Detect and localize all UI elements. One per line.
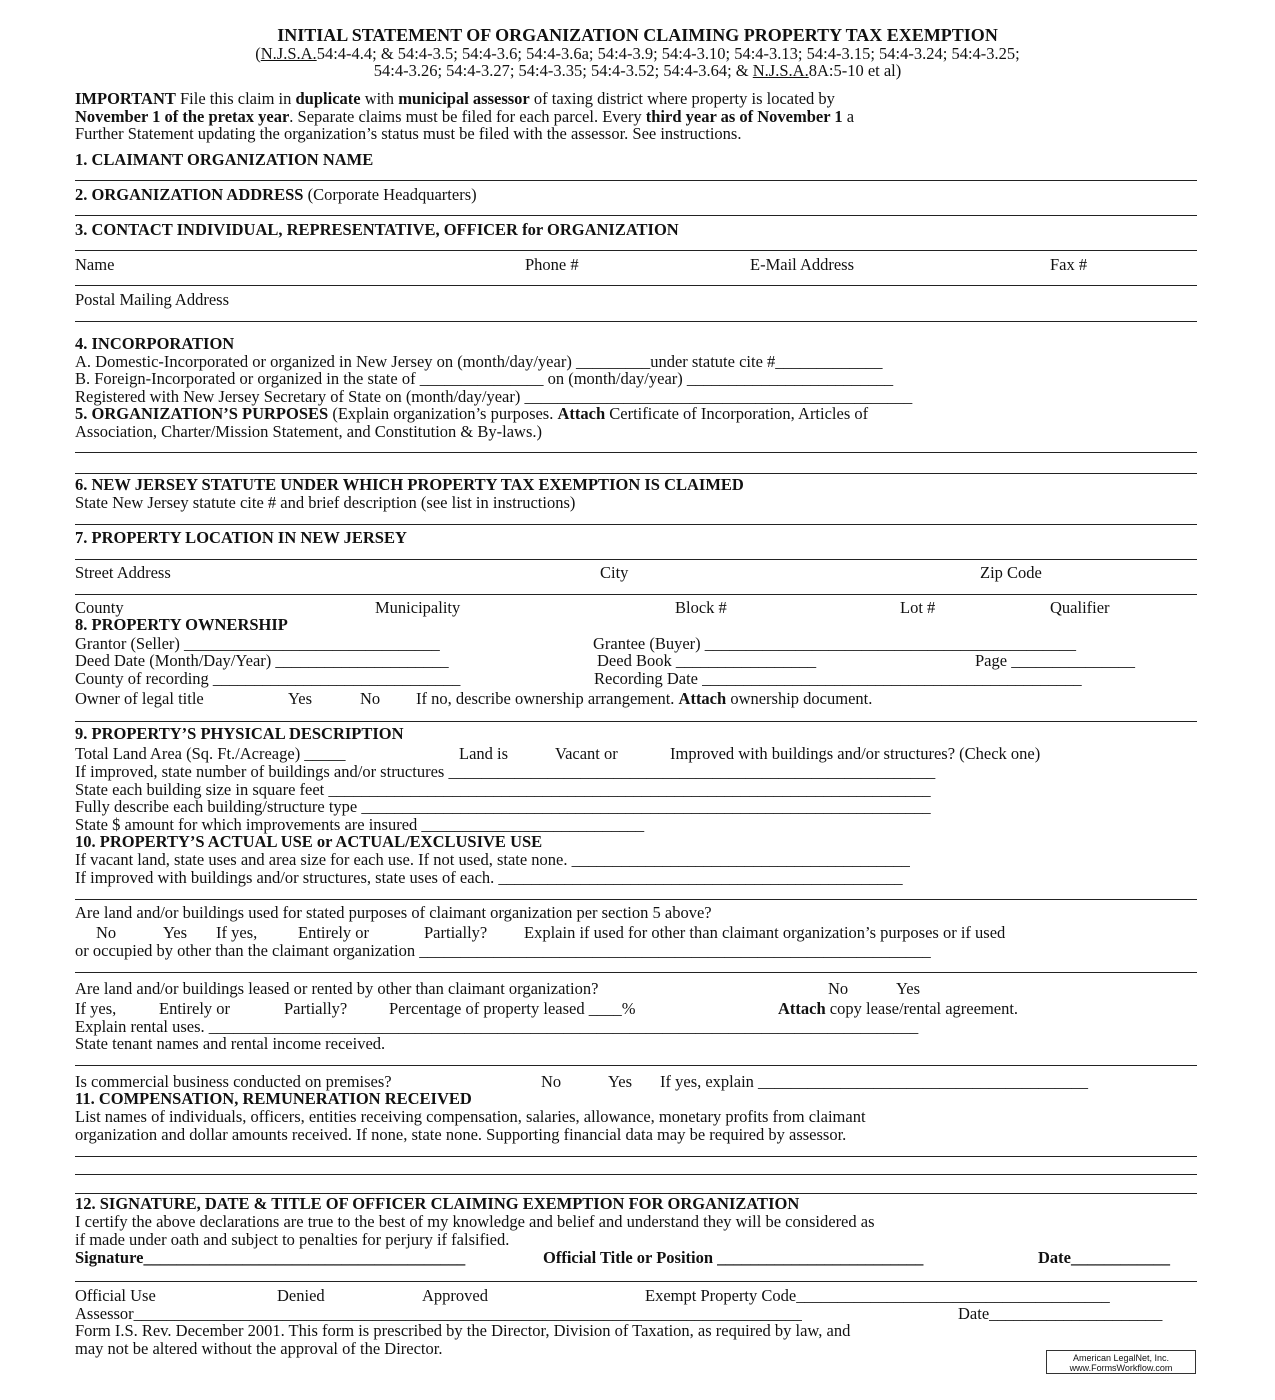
property-location-field[interactable] <box>75 559 1197 560</box>
commercial-no-option[interactable]: No <box>541 1072 562 1091</box>
exempt-property-code-line[interactable]: Exempt Property Code______________________________________ <box>645 1286 1110 1305</box>
county-label: County <box>75 598 124 617</box>
assessor-emphasis: municipal assessor <box>398 89 530 108</box>
section2-heading <box>75 187 477 204</box>
statute-field[interactable] <box>75 524 1197 525</box>
postal-address-field[interactable] <box>75 321 1197 322</box>
vacant-option[interactable]: Vacant or <box>555 744 618 763</box>
section5-line1 <box>75 406 868 423</box>
leased-partially-option[interactable]: Partially? <box>284 999 348 1018</box>
statute-citation-line2 <box>0 63 1275 80</box>
section2-title: 2. ORGANIZATION ADDRESS <box>75 185 304 204</box>
attach-emphasis: Attach <box>557 404 606 423</box>
section1-heading: 1. CLAIMANT ORGANIZATION NAME <box>75 150 374 169</box>
official-title-line[interactable]: Official Title or Position _________________________ <box>543 1248 924 1267</box>
zip-code-label: Zip Code <box>980 563 1042 582</box>
owner-yes-option[interactable]: Yes <box>288 689 313 708</box>
assessor-line[interactable]: Assessor_________________________________________________________________________________ <box>75 1304 802 1323</box>
leased-question: Are land and/or buildings leased or rented by other than claimant organization? <box>75 979 599 998</box>
leased-no-option[interactable]: No <box>828 979 849 998</box>
leased-if-yes-label: If yes, <box>75 999 117 1018</box>
commercial-explain-line[interactable]: If yes, explain ________________________________________ <box>660 1072 1089 1091</box>
section5-title: 5. ORGANIZATION’S PURPOSES <box>75 404 329 423</box>
section9-heading: 9. PROPERTY’S PHYSICAL DESCRIPTION <box>75 724 404 743</box>
improved-use-line[interactable]: If improved with buildings and/or structures, state uses of each. _________________________________________________ <box>75 868 903 887</box>
form-revision-line1: Form I.S. Rev. December 2001. This form is prescribed by the Director, Division of Taxation, as required by law, and <box>75 1321 851 1340</box>
attach-emphasis: Attach <box>778 999 826 1018</box>
improved-option[interactable]: Improved with buildings and/or structures? (Check one) <box>670 744 1041 763</box>
lot-label: Lot # <box>900 598 936 617</box>
section7-heading: 7. PROPERTY LOCATION IN NEW JERSEY <box>75 528 407 547</box>
vacant-use-line[interactable]: If vacant land, state uses and area size for each use. If not used, state none. _________________________________________ <box>75 850 910 869</box>
county-recording-line[interactable]: County of recording ______________________________ <box>75 669 461 688</box>
important-text: a <box>846 107 855 126</box>
njsa-abbrev: N.J.S.A. <box>260 44 317 63</box>
contact-field[interactable] <box>75 250 1197 251</box>
page-line[interactable]: Page _______________ <box>975 651 1135 670</box>
org-address-field[interactable] <box>75 215 1197 216</box>
building-size-line[interactable]: State each building size in square feet _________________________________________________________________________ <box>75 780 931 799</box>
other-use-field[interactable] <box>75 972 1197 973</box>
duplicate-emphasis: duplicate <box>295 89 361 108</box>
use-description-field[interactable] <box>75 899 1197 900</box>
owner-legal-title-label: Owner of legal title <box>75 689 204 708</box>
important-line3: Further Statement updating the organization’s status must be filed with the assessor. See instructions. <box>75 124 742 143</box>
postal-address-label: Postal Mailing Address <box>75 290 230 309</box>
section4-heading: 4. INCORPORATION <box>75 334 235 353</box>
section6-heading: 6. NEW JERSEY STATUTE UNDER WHICH PROPERTY TAX EXEMPTION IS CLAIMED <box>75 475 744 494</box>
insured-amount-line[interactable]: State $ amount for which improvements are insured ___________________________ <box>75 815 645 834</box>
org-name-field[interactable] <box>75 180 1197 181</box>
assessor-date-line[interactable]: Date_____________________ <box>958 1304 1163 1323</box>
contact-fax-label: Fax # <box>1050 255 1088 274</box>
contact-name-label: Name <box>75 255 115 274</box>
approved-option[interactable]: Approved <box>422 1286 488 1305</box>
percentage-leased-line[interactable]: Percentage of property leased ____% <box>389 999 636 1018</box>
ownership-arrangement-field[interactable] <box>75 721 1197 722</box>
grantor-line[interactable]: Grantor (Seller) _______________________________ <box>75 634 440 653</box>
purposes-field-2[interactable] <box>75 473 1197 474</box>
tenant-field[interactable] <box>75 1065 1197 1066</box>
deed-date-line[interactable]: Deed Date (Month/Day/Year) _____________________ <box>75 651 449 670</box>
section11-heading: 11. COMPENSATION, REMUNERATION RECEIVED <box>75 1089 472 1108</box>
denied-option[interactable]: Denied <box>277 1286 325 1305</box>
contact-details-field[interactable] <box>75 285 1197 286</box>
official-use-label: Official Use <box>75 1286 156 1305</box>
land-is-label: Land is <box>459 744 509 763</box>
important-text: of taxing district where property is located by <box>533 89 835 108</box>
contact-email-label: E-Mail Address <box>750 255 855 274</box>
section12-heading: 12. SIGNATURE, DATE & TITLE OF OFFICER CLAIMING EXEMPTION FOR ORGANIZATION <box>75 1194 800 1213</box>
purposes-no-option[interactable]: No <box>96 923 117 942</box>
leased-yes-option[interactable]: Yes <box>896 979 921 998</box>
lease-text: copy lease/rental agreement. <box>829 999 1019 1018</box>
form-revision-line2: may not be altered without the approval of the Director. <box>75 1339 443 1358</box>
commercial-yes-option[interactable]: Yes <box>608 1072 633 1091</box>
section3-heading: 3. CONTACT INDIVIDUAL, REPRESENTATIVE, OFFICER for ORGANIZATION <box>75 220 679 239</box>
deadline-emphasis: November 1 of the pretax year <box>75 107 290 126</box>
third-year-emphasis: third year as of November 1 <box>645 107 843 126</box>
important-line1 <box>75 91 835 108</box>
partially-option[interactable]: Partially? <box>424 923 488 942</box>
certification-line2: if made under oath and subject to penalties for perjury if falsified. <box>75 1230 510 1249</box>
if-yes-label: If yes, <box>216 923 258 942</box>
citation-text: 54:4-3.26; 54:4-3.27; 54:4-3.35; 54:4-3.52; 54:4-3.64; & <box>373 61 749 80</box>
entirely-option[interactable]: Entirely or <box>298 923 370 942</box>
owner-no-option[interactable]: No <box>360 689 381 708</box>
purposes-field[interactable] <box>75 452 1197 453</box>
tenant-names-label: State tenant names and rental income received. <box>75 1034 386 1053</box>
important-label: IMPORTANT <box>75 89 176 108</box>
number-buildings-line[interactable]: If improved, state number of buildings and/or structures ___________________________________________________________ <box>75 762 936 781</box>
commercial-question: Is commercial business conducted on premises? <box>75 1072 392 1091</box>
statute-cite-line: State New Jersey statute cite # and brief description (see list in instructions) <box>75 493 576 512</box>
address-details-field[interactable] <box>75 594 1197 595</box>
land-area-line[interactable]: Total Land Area (Sq. Ft./Acreage) _____ <box>75 744 346 763</box>
logo-url: www.FormsWorkflow.com <box>1069 1363 1173 1373</box>
attach-emphasis: Attach <box>678 689 727 708</box>
municipality-label: Municipality <box>375 598 461 617</box>
statute-citation-line1: (N.J.S.A.54:4-4.4; & 54:4-3.5; 54:4-3.6; 54:4-3.6a; 54:4-3.9; 54:4-3.10; 54:4-3.13; 54:4-3.15; 54:4-3.24; 54:4-3.25; <box>255 44 1020 63</box>
domestic-incorporation-line[interactable]: A. Domestic-Incorporated or organized in New Jersey on (month/day/year) _________under statute cite #_____________ <box>75 352 883 371</box>
citation-text: 54:4-4.4; & 54:4-3.5; 54:4-3.6; 54:4-3.6a; 54:4-3.9; 54:4-3.10; 54:4-3.13; 54:4-3.15; 54:4-3.24; 54:4-3.25; <box>316 44 1020 63</box>
section10-heading: 10. PROPERTY’S ACTUAL USE or ACTUAL/EXCLUSIVE USE <box>75 832 543 851</box>
section2-note: (Corporate Headquarters) <box>307 185 477 204</box>
explain-other-use-text: Explain if used for other than claimant organization’s purposes or if used <box>524 923 1006 942</box>
section5-text: Certificate of Incorporation, Articles of <box>609 404 869 423</box>
registration-line[interactable]: Registered with New Jersey Secretary of State on (month/day/year) _______________________________________________ <box>75 387 913 406</box>
section5-text: (Explain organization’s purposes. <box>332 404 554 423</box>
signature-date-line[interactable]: Date____________ <box>1038 1248 1170 1267</box>
compensation-field-1[interactable] <box>75 1156 1197 1157</box>
stated-purposes-question: Are land and/or buildings used for stated purposes of claimant organization per section 5 above? <box>75 903 712 922</box>
important-text: File this claim in <box>180 89 292 108</box>
recording-date-line[interactable]: Recording Date ______________________________________________ <box>594 669 1082 688</box>
attach-lease-text <box>778 1001 1018 1018</box>
section8-heading: 8. PROPERTY OWNERSHIP <box>75 615 288 634</box>
signature-line[interactable]: Signature_______________________________________ <box>75 1248 466 1267</box>
section5-line2: Association, Charter/Mission Statement, and Constitution & By-laws.) <box>75 422 543 441</box>
occupied-by-other-line[interactable]: or occupied by other than the claimant organization ______________________________________________________________ <box>75 941 931 960</box>
street-address-label: Street Address <box>75 563 171 582</box>
compensation-line2: organization and dollar amounts received. If none, state none. Supporting financial data may be required by assessor. <box>75 1125 847 1144</box>
contact-phone-label: Phone # <box>525 255 579 274</box>
form-title: INITIAL STATEMENT OF ORGANIZATION CLAIMING PROPERTY TAX EXEMPTION <box>277 25 998 45</box>
rental-uses-line[interactable]: Explain rental uses. ______________________________________________________________________________________ <box>75 1017 919 1036</box>
citation-text: 8A:5-10 et al) <box>808 61 902 80</box>
foreign-incorporation-line[interactable]: B. Foreign-Incorporated or organized in the state of _______________ on (month/day/year) _________________________ <box>75 369 894 388</box>
leased-entirely-option[interactable]: Entirely or <box>159 999 231 1018</box>
qualifier-label: Qualifier <box>1050 598 1110 617</box>
ifno-text: If no, describe ownership arrangement. <box>416 689 675 708</box>
compensation-field-2[interactable] <box>75 1174 1197 1175</box>
compensation-line1: List names of individuals, officers, entities receiving compensation, salaries, allowance, monetary profits from claimant <box>75 1107 866 1126</box>
certification-line1: I certify the above declarations are true to the best of my knowledge and belief and understand they will be considered as <box>75 1212 875 1231</box>
american-legalnet-logo <box>1046 1350 1196 1374</box>
logo-company: American LegalNet, Inc. <box>1072 1353 1170 1363</box>
important-text: . Separate claims must be filed for each parcel. Every <box>289 107 642 126</box>
deed-book-line[interactable]: Deed Book _________________ <box>597 651 817 670</box>
block-label: Block # <box>675 598 727 617</box>
purposes-yes-option[interactable]: Yes <box>163 923 188 942</box>
signature-separator <box>75 1281 1197 1282</box>
njsa-abbrev: N.J.S.A. <box>752 61 809 80</box>
grantee-line[interactable]: Grantee (Buyer) _____________________________________________ <box>593 634 1077 653</box>
ownership-arrangement-text <box>416 691 872 708</box>
important-text: with <box>364 89 395 108</box>
ifno-text: ownership document. <box>730 689 873 708</box>
building-type-line[interactable]: Fully describe each building/structure type _____________________________________________________________________ <box>75 797 931 816</box>
city-label: City <box>600 563 629 582</box>
